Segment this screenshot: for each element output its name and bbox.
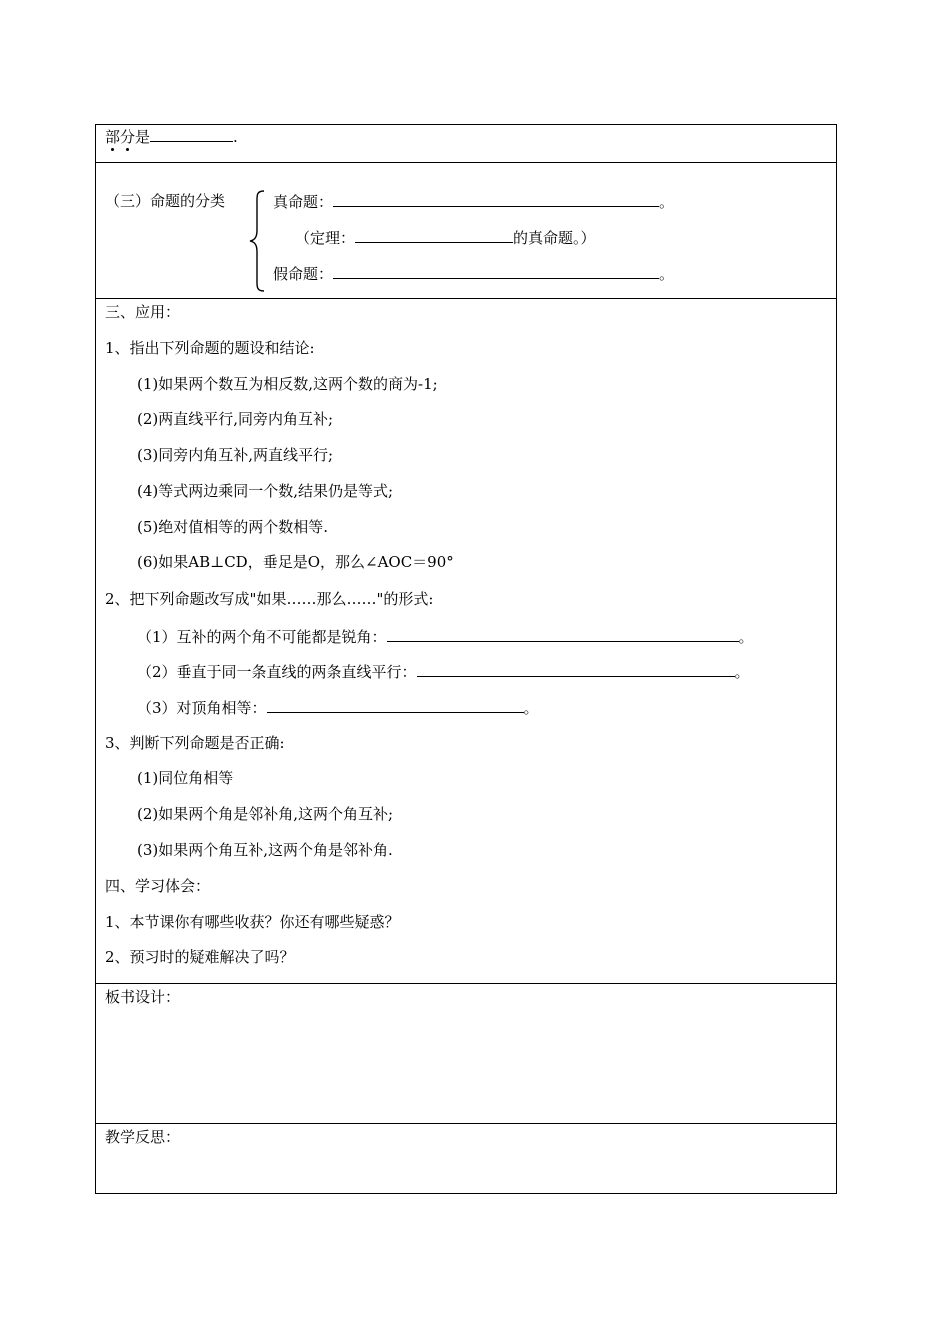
label-text: 是 bbox=[135, 128, 151, 146]
row-divider bbox=[96, 1123, 836, 1124]
q3-item: (3)如果两个角互补,这两个角是邻补角. bbox=[137, 841, 393, 859]
q2-blank[interactable] bbox=[417, 662, 735, 677]
q2-item bbox=[137, 627, 754, 646]
application-heading: 三、应用： bbox=[105, 303, 181, 321]
q1-item: (2)两直线平行,同旁内角互补; bbox=[137, 410, 334, 428]
row-divider bbox=[96, 298, 836, 299]
teaching-reflection-label: 教学反思： bbox=[105, 1128, 181, 1146]
theorem-line bbox=[295, 228, 596, 247]
period: . bbox=[233, 128, 238, 146]
theorem-blank[interactable] bbox=[355, 228, 513, 243]
false-blank[interactable] bbox=[333, 264, 659, 279]
q2-item bbox=[137, 662, 750, 681]
reflection-heading: 四、学习体会： bbox=[105, 877, 211, 895]
q1-item: (1)如果两个数互为相反数,这两个数的商为-1; bbox=[137, 375, 438, 393]
q2-item bbox=[137, 698, 539, 717]
true-blank[interactable] bbox=[333, 192, 659, 207]
q2-blank[interactable] bbox=[267, 698, 524, 713]
answer-blank[interactable] bbox=[150, 127, 233, 142]
false-label: 假命题： bbox=[273, 265, 334, 283]
q3-item: (2)如果两个角是邻补角,这两个角互补; bbox=[137, 805, 394, 823]
q1-item: (6)如果AB⊥CD，垂足是O，那么∠AOC＝90° bbox=[137, 553, 454, 571]
true-end: 。 bbox=[659, 193, 675, 211]
theorem-suffix: 的真命题。） bbox=[513, 229, 596, 247]
q1-item: (5)绝对值相等的两个数相等. bbox=[137, 518, 329, 536]
false-end: 。 bbox=[659, 265, 675, 283]
board-design-label: 板书设计： bbox=[105, 988, 181, 1006]
lesson-table bbox=[95, 124, 837, 1194]
q2-item-text: （2）垂直于同一条直线的两条直线平行： bbox=[137, 663, 417, 681]
q2-item-end: 。 bbox=[523, 699, 539, 717]
true-label: 真命题： bbox=[273, 193, 334, 211]
emph-char: 分 bbox=[120, 128, 136, 146]
q2-title: 2、把下列命题改写成"如果……那么……"的形式: bbox=[105, 590, 434, 608]
q3-item: (1)同位角相等 bbox=[137, 769, 234, 787]
true-proposition-line bbox=[273, 192, 674, 211]
theorem-prefix: （定理： bbox=[295, 229, 356, 247]
reflection-item: 2、预习时的疑难解决了吗？ bbox=[105, 948, 295, 966]
q2-item-text: （1）互补的两个角不可能都是锐角： bbox=[137, 628, 387, 646]
classification-label: （三）命题的分类 bbox=[105, 192, 226, 210]
reflection-item: 1、本节课你有哪些收获？你还有哪些疑惑？ bbox=[105, 913, 400, 931]
row-divider bbox=[96, 162, 836, 163]
emph-char: 部 bbox=[105, 128, 121, 146]
false-proposition-line bbox=[273, 264, 674, 283]
q1-title: 1、指出下列命题的题设和结论: bbox=[105, 339, 315, 357]
q2-item-end: 。 bbox=[734, 663, 750, 681]
q2-blank[interactable] bbox=[387, 627, 739, 642]
curly-brace-icon bbox=[249, 190, 267, 292]
q1-item: (4)等式两边乘同一个数,结果仍是等式; bbox=[137, 482, 394, 500]
q2-item-text: （3）对顶角相等： bbox=[137, 699, 267, 717]
q3-title: 3、判断下列命题是否正确: bbox=[105, 734, 285, 752]
q2-item-end: 。 bbox=[738, 628, 754, 646]
q1-item: (3)同旁内角互补,两直线平行; bbox=[137, 446, 334, 464]
row-divider bbox=[96, 983, 836, 984]
part-is-line bbox=[105, 127, 238, 146]
